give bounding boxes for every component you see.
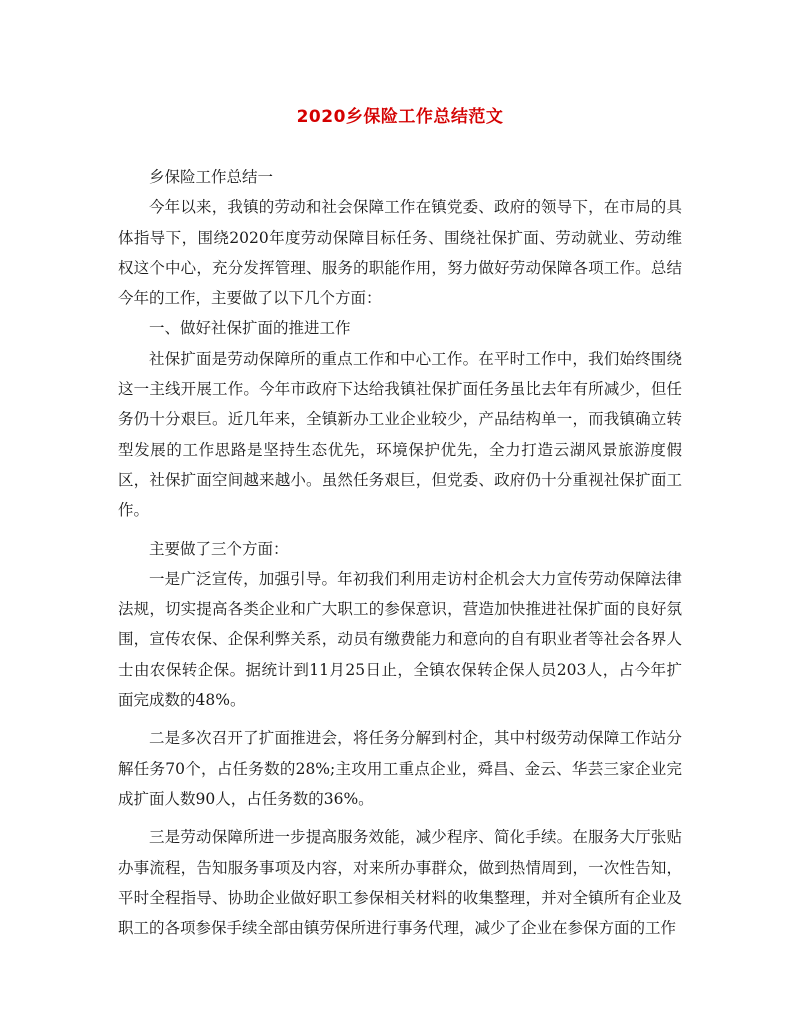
paragraph-spacer [118,715,682,723]
paragraph: 主要做了三个方面： [149,539,289,558]
paragraph: 一是广泛宣传，加强引导。年初我们利用走访村企机会大力宣传劳动保障法律法规，切实提高各类企业和广大职工的参保意识，营造加快推进社保扩面的良好氛围，宣传农保、企保利弊关系，动员有缴费能力和意向的自有职业者等社会各界人士由农保转企保。据统计到11月25日止，全镇农保转企保人员203人，占今年扩面完成数的48%。 [118,569,682,710]
paragraph-spacer [118,814,682,822]
paragraph: 今年以来，我镇的劳动和社会保障工作在镇党委、政府的领导下，在市局的具体指导下，围绕2020年度劳动保障目标任务、围绕社保扩面、劳动就业、劳动维权这个中心，充分发挥管理、服务的职能作用，努力做好劳动保障各项工作。总结今年的工作，主要做了以下几个方面： [118,198,682,308]
paragraph-spacer [118,526,682,534]
paragraph: 社保扩面是劳动保障所的重点工作和中心工作。在平时工作中，我们始终围绕这一主线开展工作。今年市政府下达给我镇社保扩面任务虽比去年有所减少，但任务仍十分艰巨。近几年来，全镇新办工业企业较少，产品结构单一，而我镇确立转型发展的工作思路是坚持生态优先，环境保护优先，全力打造云湖风景旅游度假区，社保扩面空间越来越小。虽然任务艰巨，但党委、政府仍十分重视社保扩面工作。 [118,349,682,520]
paragraph: 三是劳动保障所进一步提高服务效能，减少程序、简化手续。在服务大厅张贴办事流程，告知服务事项及内容，对来所办事群众，做到热情周到，一次性告知，平时全程指导、协助企业做好职工参保相关材料的收集整理，并对全镇所有企业及职工的各项参保手续全部由镇劳保所进行事务代理，减少了企业在参保方面的工作 [118,828,682,938]
document-body [118,162,682,943]
paragraph: 二是多次召开了扩面推进会，将任务分解到村企，其中村级劳动保障工作站分解任务70个，占任务数的28%;主攻用工重点企业，舜昌、金云、华芸三家企业完成扩面人数90人，占任务数的36%。 [118,729,682,808]
subsection-heading: 一、做好社保扩面的推进工作 [149,319,351,338]
document-title: 2020乡保险工作总结范文 [296,107,504,127]
section-heading: 乡保险工作总结一 [149,168,274,186]
